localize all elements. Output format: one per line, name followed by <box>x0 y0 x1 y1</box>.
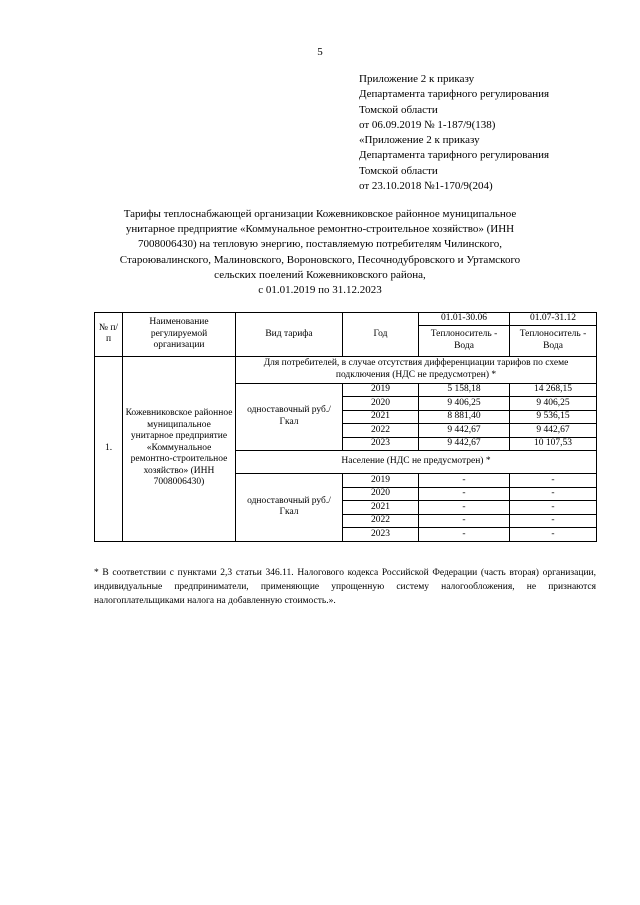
row-number: 1. <box>95 356 123 541</box>
value-cell: 5 158,18 <box>419 383 510 397</box>
value-cell: - <box>419 501 510 515</box>
appendix-line: «Приложение 2 к приказу <box>359 134 480 147</box>
header-row <box>95 313 597 326</box>
document-title <box>95 207 545 298</box>
footnote: * В соответствии с пунктами 2,3 статьи 346.11. Налогового кодекса Российской Федерации (часть вторая) организации, индивидуальные предприниматели, применяющие упрощенную систему налогообложения, не признаются налогоплательщиками налога на добавленную стоимость.». <box>94 568 596 606</box>
appendix-line: Департамента тарифного регулирования <box>359 149 550 162</box>
value-cell: - <box>510 474 597 488</box>
section-title: Для потребителей, в случае отсутствия дифференциации тарифов по схеме подключения (НДС не предусмотрен) * <box>236 356 597 383</box>
tariff-type: одноставочный руб./Гкал <box>236 474 343 542</box>
appendix-line: от 23.10.2018 №1-170/9(204) <box>359 180 493 193</box>
value-cell: - <box>419 514 510 528</box>
value-cell: 9 406,25 <box>419 397 510 411</box>
year-cell: 2023 <box>343 437 419 451</box>
value-cell: 14 268,15 <box>510 383 597 397</box>
value-cell: 9 442,67 <box>510 424 597 438</box>
year-cell: 2021 <box>343 501 419 515</box>
value-cell: 9 406,25 <box>510 397 597 411</box>
header-organization: Наименование регулируемой организации <box>123 313 236 357</box>
appendix-line: от 06.09.2019 № 1-187/9(138) <box>359 118 496 131</box>
appendix-line: Томской области <box>359 103 438 116</box>
header-year: Год <box>343 313 419 357</box>
year-cell: 2019 <box>343 474 419 488</box>
title-line: 7008006430) на тепловую энергию, поставляемую потребителям Чилинского, <box>137 238 503 251</box>
value-cell: - <box>419 474 510 488</box>
value-cell: 8 881,40 <box>419 410 510 424</box>
year-cell: 2021 <box>343 410 419 424</box>
value-cell: - <box>510 528 597 542</box>
value-cell: - <box>510 501 597 515</box>
appendix-line: Томской области <box>359 164 438 177</box>
header-carrier-2: Теплоноситель - Вода <box>510 325 597 356</box>
value-cell: 10 107,53 <box>510 437 597 451</box>
header-number: № п/п <box>95 313 123 357</box>
page-number: 5 <box>317 46 323 58</box>
title-line: Староювалинского, Малиновского, Вороновского, Песочнодубровского и Уртамского <box>119 253 521 266</box>
year-cell: 2022 <box>343 424 419 438</box>
header-tariff-type: Вид тарифа <box>236 313 343 357</box>
value-cell: - <box>419 487 510 501</box>
header-period-2: 01.07-31.12 <box>510 313 597 326</box>
value-cell: 9 536,15 <box>510 410 597 424</box>
tariff-type: одноставочный руб./Гкал <box>236 383 343 451</box>
organization-name: Кожевниковское районное муниципальное унитарное предприятие «Коммунальное ремонтно-строительное хозяйство» (ИНН 7008006430) <box>123 356 236 541</box>
year-cell: 2023 <box>343 528 419 542</box>
year-cell: 2020 <box>343 487 419 501</box>
appendix-line: Приложение 2 к приказу <box>359 73 475 85</box>
appendix-line: Департамента тарифного регулирования <box>359 88 550 101</box>
value-cell: 9 442,67 <box>419 437 510 451</box>
title-line: с 01.01.2019 по 31.12.2023 <box>258 284 382 297</box>
title-line: Тарифы теплоснабжающей организации Кожевниковское районное муниципальное <box>123 208 517 220</box>
value-cell: - <box>510 487 597 501</box>
appendix-block <box>359 72 619 194</box>
value-cell: 9 442,67 <box>419 424 510 438</box>
title-line: унитарное предприятие «Коммунальное ремонтно-строительное хозяйство» (ИНН <box>125 223 515 236</box>
section-title: Население (НДС не предусмотрен) * <box>236 451 597 474</box>
section-row <box>95 356 597 383</box>
title-line: сельских поелений Кожевниковского района, <box>214 268 426 281</box>
year-cell: 2020 <box>343 397 419 411</box>
value-cell: - <box>510 514 597 528</box>
year-cell: 2022 <box>343 514 419 528</box>
year-cell: 2019 <box>343 383 419 397</box>
value-cell: - <box>419 528 510 542</box>
tariff-table <box>94 312 597 542</box>
header-carrier-1: Теплоноситель - Вода <box>419 325 510 356</box>
header-period-1: 01.01-30.06 <box>419 313 510 326</box>
